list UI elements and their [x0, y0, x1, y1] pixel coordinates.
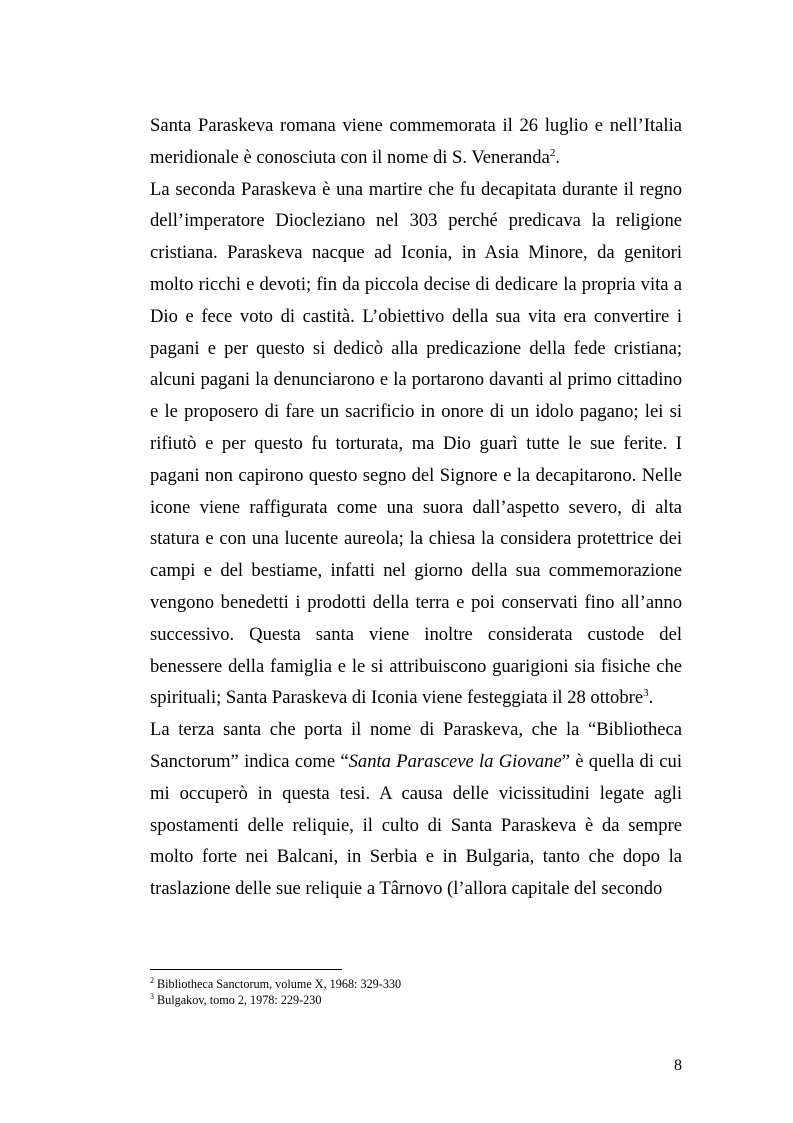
italic-title: Santa Parasceve la Giovane [348, 750, 562, 772]
paragraph-2-text: La seconda Paraskeva è una martire che fu decapitata durante il regno dell’imperatore Diocleziano nel 303 perché predicava la religione cristiana. Paraskeva nacque ad Iconia, in Asia Minore, da genitori molto ricchi e devoti; fin da piccola decise di dedicare la propria vita a Dio e fece voto di castità. L’obiettivo della sua vita era convertire i pagani e per questo si dedicò alla predicazione della fede cristiana; alcuni pagani la denunciarono e la portarono davanti al primo cittadino e le proposero di fare un sacrificio in onore di un idolo pagano; lei si rifiutò e per questo fu torturata, ma Dio guarì tutte le sue ferite. I pagani non capirono questo segno del Signore e la decapitarono. Nelle icone viene raffigurata come una suora dall’aspetto severo, di alta statura e con una lucente aureola; la chiesa la considera protettrice dei campi e del bestiame, infatti nel giorno della sua commemorazione vengono benedetti i prodotti della terra e poi conservati fino all’anno successivo. Questa santa viene inoltre considerata custode del benessere della famiglia e le si attribuiscono guarigioni sia fisiche che spirituali; Santa Paraskeva di Iconia viene festeggiata il 28 ottobre [150, 178, 682, 709]
footnote-number: 3 [150, 991, 154, 1001]
page-number: 8 [674, 1057, 682, 1074]
paragraph-2 [150, 174, 682, 715]
paragraph-3-text-start: La terza santa che porta il nome di Paraskeva, che la “Bibliotheca Sanctorum” indica come “ [150, 719, 682, 772]
footnote-ref-3: 3 [643, 687, 649, 700]
body-text [150, 110, 682, 905]
footnote-separator [150, 969, 342, 970]
paragraph-3 [150, 714, 682, 905]
paragraph-1 [150, 110, 682, 174]
paragraph-3-text-end: ” è quella di cui mi occuperò in questa tesi. A causa delle vicissitudini legate agli spostamenti delle reliquie, il culto di Santa Paraskeva è da sempre molto forte nei Balcani, in Serbia e in Bulgaria, tanto che dopo la traslazione delle sue reliquie a Târnovo (l’allora capitale del secondo [150, 750, 682, 900]
paragraph-2-end: . [648, 687, 654, 709]
footnote-2 [150, 977, 682, 993]
footnote-number: 2 [150, 976, 154, 985]
footnote-3 [150, 993, 682, 1009]
footnotes [150, 977, 682, 1008]
footnote-text: Bibliotheca Sanctorum, volume X, 1968: 329-330 [154, 977, 402, 991]
footnote-text: Bulgakov, tomo 2, 1978: 229-230 [154, 992, 322, 1007]
paragraph-1-end: . [555, 146, 560, 168]
footnote-ref-2: 2 [549, 146, 556, 159]
paragraph-1-text: Santa Paraskeva romana viene commemorata il 26 luglio e nell’Italia meridionale è conosciuta con il nome di S. Veneranda [150, 115, 682, 168]
